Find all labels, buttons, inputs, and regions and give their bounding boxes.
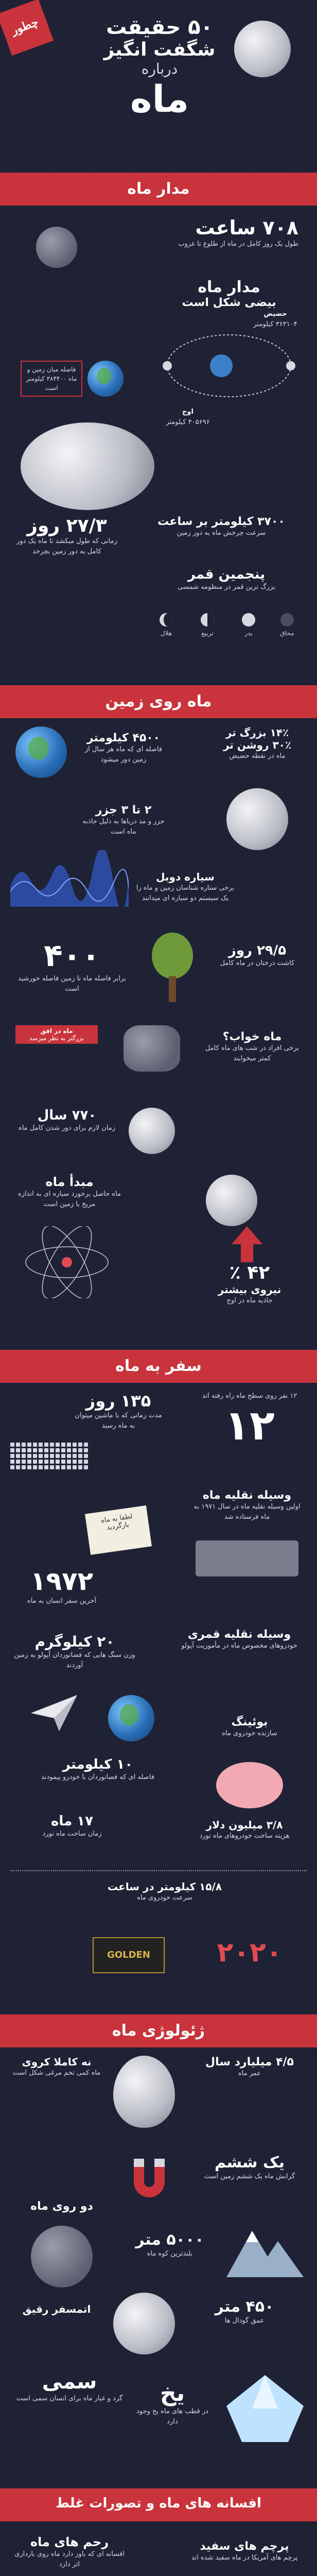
geo-450-value: ۴۵۰ متر: [215, 2298, 274, 2316]
phase-label-new: محاق: [280, 630, 294, 637]
earth-sleep-block: [201, 1030, 304, 1063]
myth-flag-block: [185, 2540, 304, 2563]
travel-days-block: [72, 1391, 165, 1431]
earth-horizon-title: ماه در افق: [40, 1027, 73, 1035]
travel-vehicle-caption: اولین وسیله نقلیه ماه در سال ۱۹۷۱ به ماه فرستاده شد: [193, 1503, 301, 1521]
phase-label-crescent: هلال: [160, 630, 172, 637]
travel-days-caption: مدت زمانی که با ماشین میتوان به ماه رسید: [75, 1412, 162, 1430]
geo-sixth-block: [196, 2154, 304, 2182]
header-badge[interactable]: [0, 0, 54, 56]
earth-horizon-caption: بزرگتر به نظر میرسد: [29, 1035, 84, 1042]
header-moon-image: [234, 21, 291, 77]
geo-irregular-block: [10, 2056, 103, 2078]
travel-20kg-caption: وزن سنگ هایی که فضانوردان آپولو به زمین آوردند: [14, 1651, 135, 1669]
section-title-travel: سفر به ماه: [115, 1357, 202, 1375]
orbit-apogee-value: ۴۰۵۶۹۶ کیلومتر: [166, 418, 210, 426]
earth-tide-value: ۲ تا ۳ جزر: [95, 804, 152, 817]
earth-tree-caption: کاشت درختان در ماه کامل: [220, 959, 295, 967]
travel-rover-image: [196, 1540, 298, 1577]
orbit-ellipse-title: مدار ماه: [198, 278, 260, 296]
orbit-fifth-title: پنجمین قمر: [187, 567, 266, 582]
earth-km-caption: فاصله ای که ماه هر سال از زمین دور میشود: [84, 745, 163, 764]
geo-toxic-block: [10, 2370, 129, 2404]
travel-17-block: [15, 1814, 129, 1839]
travel-astronauts-block: [196, 1391, 304, 1449]
orbit-hours-block: [165, 216, 298, 249]
earth-wave-graphic: [10, 850, 129, 907]
header-badge-text: چطور: [9, 15, 40, 38]
travel-piggy-image: [216, 1762, 283, 1808]
myth-womb-caption: افسانه ای که باور دارد ماه روی بارداری اثر دارد: [14, 2550, 125, 2568]
travel-earth-image: [108, 1695, 154, 1741]
travel-boeing-block: [196, 1716, 304, 1739]
earth-gravity-value: ۴۲ ٪: [229, 1262, 270, 1283]
orbit-big-moon: [21, 422, 154, 510]
earth-km-block: [77, 732, 170, 765]
travel-lunar-caption: خودروهای مخصوص ماه در مأموریت آپولو: [181, 1642, 297, 1650]
myth-womb-block: [10, 2535, 129, 2569]
geo-meters-block: [118, 2231, 221, 2259]
travel-astronauts-value: ۱۲: [224, 1401, 275, 1449]
geo-magnet-icon: [124, 2154, 175, 2205]
orbit-distance-box: [21, 361, 82, 397]
header-title-line3: درباره: [141, 60, 178, 77]
section-title-geology: ژئولوژی ماه: [112, 2022, 205, 2040]
myth-flag-caption: پرچم های آمریکا در ماه سفید شده اند: [191, 2554, 298, 2562]
orbit-apogee-label: اوج: [182, 408, 193, 416]
myth-flag-title: پرچم های سفید: [200, 2540, 289, 2553]
geo-sixth-caption: گرانش ماه یک ششم زمین است: [204, 2173, 295, 2180]
orbit-perigee-value: ۳۶۳۱۰۴ کیلومتر: [253, 320, 297, 328]
orbit-hours-caption: طول یک روز کامل در ماه از طلوع تا غروب: [178, 240, 298, 248]
section-banner-geology: [0, 2014, 317, 2047]
earth-sleep-caption: برخی افراد در شب های ماه کامل کمتر میخوابند: [205, 1044, 300, 1062]
travel-lunar-title: وسیله نقلیه قمری: [187, 1628, 291, 1641]
travel-2020-value: ۲۰۲۰: [217, 1937, 283, 1968]
orbit-days-value: ۲۷/۳ روز: [27, 515, 107, 536]
geo-meters-value: ۵۰۰۰ متر: [135, 2231, 204, 2249]
earth-double-title: سیاره دوبل: [156, 871, 215, 883]
earth-wireframe-moon: [206, 1175, 257, 1226]
travel-golden-logo: [93, 1937, 165, 1973]
geo-450-caption: عمق گودال ها: [224, 2317, 265, 2325]
geo-ice-title: یخ: [160, 2380, 185, 2406]
phase-icon-quarter: [201, 613, 214, 626]
travel-note-text: لطفا به ماه بازگردید: [100, 1512, 133, 1532]
section-banner-myths: [0, 2488, 317, 2521]
travel-speed-caption: سرعت خودروی ماه: [137, 1894, 192, 1902]
travel-year-block: [10, 1566, 113, 1606]
geo-egg-moon: [113, 2056, 175, 2128]
header-title-line2: شگفت انگیز: [103, 39, 216, 60]
earth-birth-caption: ماه حاصل برخورد سیاره ای به اندازه مریخ با زمین است: [17, 1190, 121, 1208]
geo-thin-title: اتمسفر رقیق: [22, 2303, 91, 2315]
phase-icon-full: [242, 613, 255, 626]
earth-400-caption: برابر فاصله ماه تا زمین فاصله خورشید است: [17, 975, 126, 993]
orbit-distance-note: فاصله میان زمین و ماه ۳۸۴۴۰۰ کیلومتر است: [26, 366, 77, 392]
geo-irregular-title: نه کاملا کروی: [22, 2056, 92, 2068]
phase-label-full: بدر: [244, 630, 253, 637]
geo-toxic-title: سمی: [42, 2370, 97, 2394]
travel-10km-caption: فاصله ای که فضانوردان با خودرو پیمودند: [41, 1773, 154, 1781]
travel-year-value: ۱۹۷۲: [30, 1566, 94, 1596]
section-title-orbit: مدار ماه: [127, 180, 190, 198]
travel-money-block: [185, 1819, 304, 1841]
earth-tide-block: [77, 804, 170, 837]
earth-globe-image: [15, 726, 67, 778]
earth-birth-block: [10, 1175, 129, 1209]
geo-ice-block: [134, 2380, 211, 2427]
travel-year-caption: آخرین سفر انسان به ماه: [27, 1597, 97, 1605]
orbit-earth-image: [87, 361, 124, 397]
travel-astronaut-grid: [10, 1443, 88, 1469]
earth-400-block: [10, 938, 134, 994]
orbit-speed-block: [139, 515, 304, 538]
earth-bigger-block: [206, 726, 309, 761]
earth-grey-moon: [129, 1108, 175, 1154]
earth-double-block: [134, 871, 237, 903]
geo-ice-icon: [226, 2375, 304, 2442]
orbit-ellipse-subtitle: بیضی شکل است: [182, 296, 276, 309]
earth-tree-block: [211, 943, 304, 969]
travel-lunar-block: [175, 1628, 304, 1651]
travel-golden-text: GOLDEN: [107, 1950, 150, 1960]
phase-icon-crescent: [160, 613, 173, 626]
geo-toxic-caption: گرد و غبار ماه برای انسان سمی است: [16, 2395, 123, 2402]
orbit-days-caption: زمانی که طول میکشد تا ماه یک دور کامل به دور زمین بچرخد: [16, 537, 117, 555]
earth-atom-diagram: [21, 1226, 113, 1298]
phase-label-quarter: تربیع: [201, 630, 214, 637]
orbit-fifth-block: [149, 567, 304, 592]
orbit-apogee: [154, 407, 221, 427]
geo-ice-caption: در قطب های ماه یخ وجود دارد: [136, 2408, 208, 2426]
earth-birth-title: مبدأ ماه: [45, 1175, 94, 1189]
orbit-speed-caption: سرعت چرخش ماه به دور زمین: [177, 529, 266, 537]
section-banner-earth: [0, 685, 317, 718]
geo-meters-caption: بلندترین کوه ماه: [147, 2250, 193, 2258]
travel-boeing-title: بوئینگ: [231, 1716, 268, 1728]
earth-gravity-caption: جاذبه ماه در اوج: [226, 1297, 273, 1304]
earth-years-block: [10, 1108, 124, 1133]
earth-years-value: ۷۷۰ سال: [37, 1108, 97, 1123]
travel-speed-value: ۱۵/۸ کیلومتر در ساعت: [107, 1880, 222, 1893]
travel-days-value: ۱۳۵ روز: [85, 1391, 151, 1411]
travel-note-block: [85, 1505, 152, 1555]
geo-thin-block: [10, 2303, 103, 2315]
earth-double-caption: برخی ستاره شناسان زمین و ماه را یک سیستم دو سیاره ای میدانند: [136, 884, 235, 902]
travel-money-caption: هزینه ساخت خودروهای ماه نورد: [199, 1832, 290, 1840]
geo-450-block: [185, 2298, 304, 2326]
earth-tide-caption: جزر و مد دریاها به دلیل جاذبه ماه است: [82, 818, 165, 836]
orbit-hours-value: ۷۰۸ ساعت: [195, 216, 298, 239]
earth-gravity-block: [196, 1262, 304, 1306]
travel-vehicle-block: [190, 1489, 304, 1522]
travel-astronauts-caption: ۱۲ نفر روی سطح ماه راه رفته اند: [202, 1392, 297, 1400]
orbit-perigee: [247, 309, 304, 329]
travel-20kg-value: ۲۰ کیلوگرم: [34, 1633, 115, 1650]
section-title-myths: افسانه های ماه و تصورات غلط: [56, 2496, 261, 2511]
geo-crater-moon: [113, 2293, 175, 2354]
travel-paper-plane-icon: [31, 1695, 77, 1731]
travel-17-caption: زمان ساخت ماه نورد: [42, 1830, 102, 1838]
section-banner-travel: [0, 1350, 317, 1383]
geo-billion-value: ۴/۵ میلیارد سال: [205, 2056, 294, 2069]
earth-brighter-value: ۳۰٪ روشن تر: [223, 739, 292, 751]
earth-tree-image: [144, 933, 201, 1005]
earth-horizon-badge: [15, 1025, 98, 1044]
geo-two-faces-title: دو روی ماه: [30, 2200, 93, 2213]
geo-sixth-value: یک ششم: [215, 2154, 285, 2172]
earth-km-value: ۴۵۰۰ کیلومتر: [86, 732, 161, 744]
orbit-small-moon: [36, 227, 77, 268]
header-title-line4: ماه: [130, 77, 189, 121]
earth-sleep-title: ماه خواب؟: [222, 1030, 282, 1043]
earth-400-value: ۴۰۰: [44, 938, 100, 974]
orbit-ellipse-diagram: [160, 319, 298, 412]
travel-17-value: ۱۷ ماه: [50, 1814, 93, 1829]
travel-speed-block: [62, 1880, 268, 1903]
myth-womb-title: رحم های ماه: [30, 2535, 109, 2549]
geo-billion-block: [196, 2056, 304, 2079]
header-title-line1: ۵۰ حقیقت: [106, 15, 213, 39]
section-banner-orbit: [0, 173, 317, 206]
section-title-earth: ماه روی زمین: [105, 692, 212, 710]
travel-10km-block: [31, 1757, 165, 1783]
earth-bigger-caption: ماه در نقطه حضیض: [229, 752, 286, 760]
earth-tree-days: ۲۹/۵ روز: [228, 943, 287, 958]
travel-money-value: ۳/۸ میلیون دلار: [206, 1819, 283, 1831]
earth-bigger-value: ۱۴٪ بزرگ تر: [225, 726, 289, 739]
earth-years-caption: زمان لازم برای دور شدن کامل ماه: [18, 1124, 116, 1132]
earth-gravity-arrow-icon: [232, 1226, 262, 1262]
orbit-phases-row: [149, 613, 304, 644]
orbit-fifth-caption: بزرگ ترین قمر در منظومه شمسی: [178, 583, 275, 591]
earth-rock-image: [124, 1025, 180, 1072]
orbit-ellipse-block: [154, 278, 304, 309]
travel-vehicle-title: وسیله نقلیه ماه: [202, 1489, 292, 1502]
travel-10km-value: ۱۰ کیلومتر: [62, 1757, 133, 1772]
orbit-perigee-label: حضیض: [263, 310, 287, 318]
geo-face-moon: [31, 2226, 93, 2287]
earth-perigee-moon: [226, 788, 288, 850]
orbit-speed-value: ۳۷۰۰ کیلومتر بر ساعت: [157, 515, 285, 528]
travel-boeing-caption: سازنده خودروی ماه: [222, 1730, 277, 1737]
earth-gravity-label: نیروی بیشتر: [218, 1283, 281, 1296]
geo-billion-caption: عمر ماه: [238, 2070, 261, 2077]
travel-20kg-block: [10, 1633, 139, 1670]
header-title-block: [77, 15, 242, 121]
travel-timeline-dotted: [10, 1870, 307, 1871]
phase-icon-new: [280, 613, 294, 626]
geo-mountain-icon: [226, 2221, 304, 2277]
orbit-days-block: [10, 515, 124, 556]
geo-irregular-caption: ماه کمی تخم مرغی شکل است: [12, 2069, 101, 2077]
